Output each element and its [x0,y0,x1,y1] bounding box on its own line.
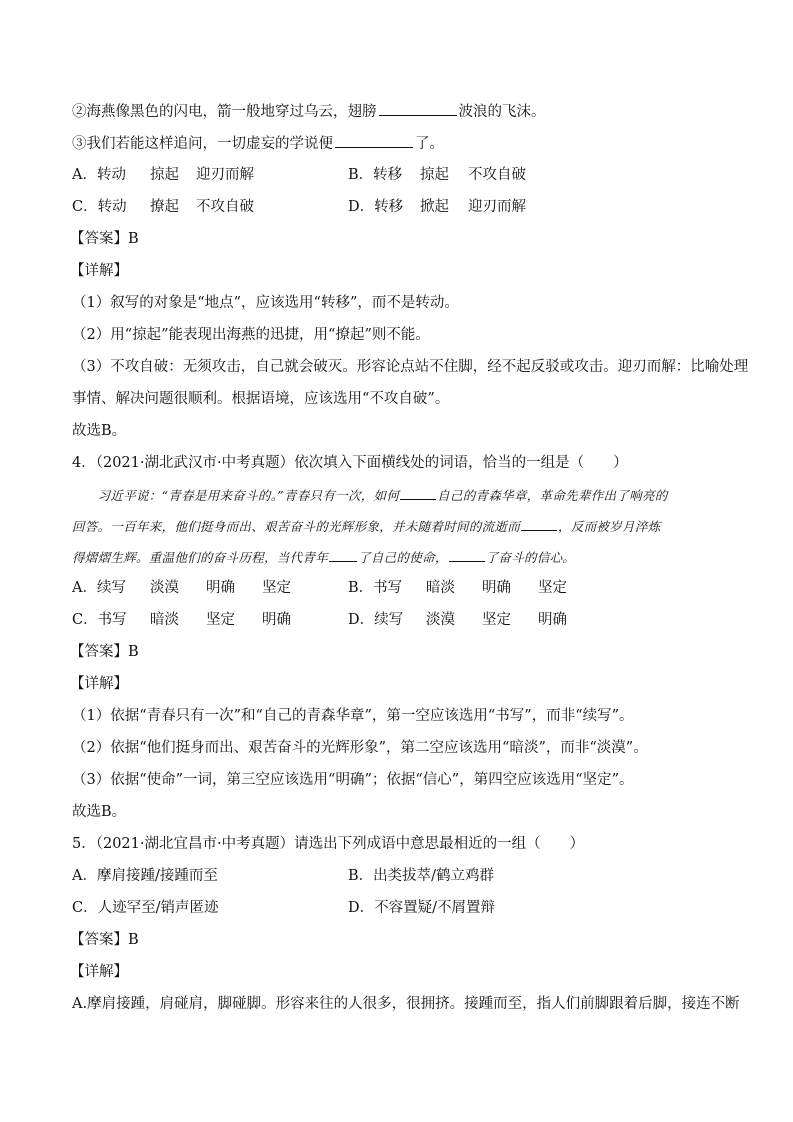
option-c: C．书写 [72,612,127,628]
q3-item3: ③我们若能这样追问，一切虚妄的学说便 了。 [72,133,444,154]
q4-detail-2: （2）依据“他们挺身而出、艰苦奋斗的光辉形象”，第二空应该选用“暗淡”，而非“淡漠”。 [72,740,648,756]
q5-answer: 【答案】B [70,932,139,948]
document-page: ②海燕像黑色的闪电，箭一般地穿过乌云，翅膀 波浪的飞沫。 ③我们若能这样追问，一切虚妄的学说便 了。 A．转动 掠起 迎刃而解 B．转移 掠起 不攻自破 C．转动 撩起 不攻自破 D．转移 掀起 迎刃而解 【答案】B 【详解】 （1）叙写的对象是“地点”，应该选用“转移”，而不是转动。 （2）用“掠起”能表现出海燕的迅捷，用“撩起”则不能。 （3）不攻自破：无须攻击，自己就会破灭。形容论点站不住脚，经不起反驳或攻击。迎刃而解：比喻处理 事情、解决问题很顺利。根据语境，应该选用“不攻自破”。 故选B。 4．（2021·湖北武汉市·中考真题）依次填入下面横线处的词语，恰当的一组是（ ） 习近平说：“青春是用来奋斗的。”青春只有一次，如何 自己的青森华章，革命先辈作出了响亮的 回答。一百年来，他们挺身而出、艰苦奋斗的光辉形象，并未随着时间的流逝而 ，反而被岁月淬炼 得熠熠生辉。重温他们的奋斗历程，当代青年 了自己的使命， 了奋斗的信心。 A．续写 淡漠 明确 坚定 B．书写 暗淡 明确 坚定 C．书写 暗淡 坚定 明确 D．续写 淡漠 坚定 明确 【答案】B 【详解】 （1）依据“青春只有一次”和“自己的青森华章”，第一空应该选用“书写”，而非“续写”。 （2）依据“他们挺身而出、艰苦奋斗的光辉形象”，第二空应该选用“暗淡”，而非“淡漠”。 （3）依据“使命”一词，第三空应该选用“明确”；依据“信心”，第四空应该选用“坚定”。 故选B。 5．（2021·湖北宜昌市·中考真题）请选出下列成语中意思最相近的一组（ ） A．摩肩接踵/接踵而至 B．出类拔萃/鹤立鸡群 C．人迹罕至/销声匿迹 D．不容置疑/不屑置辩 【答案】B 【详解】 A.摩肩接踵，肩碰肩，脚碰脚。形容来往的人很多，很拥挤。接踵而至，指人们前脚跟着后脚，接连不断 [0,0,793,1122]
q3-answer: 【答案】B [70,231,139,247]
q3-detail-3a: （3）不攻自破：无须攻击，自己就会破灭。形容论点站不住脚，经不起反驳或攻击。迎刃而解：比喻处理 [72,359,749,375]
q4-passage-line2: 回答。一百年来，他们挺身而出、艰苦奋斗的光辉形象，并未随着时间的流逝而 ，反而被岁月淬炼 [72,519,661,534]
q3-detail-label: 【详解】 [70,263,128,279]
fill-blank [400,487,436,500]
fill-blank [329,549,357,562]
q4-answer: 【答案】B [70,644,139,660]
q4-conclusion: 故选B。 [72,804,127,820]
q5-detail-1: A.摩肩接踵，肩碰肩，脚碰脚。形容来往的人很多，很拥挤。接踵而至，指人们前脚跟着后脚，接连不断 [72,996,740,1012]
option-b: B．书写 [348,580,403,596]
fill-blank [335,133,413,148]
option-a: A．摩肩接踵/接踵而至 [72,868,218,884]
option-c: C．转动 [72,199,127,215]
q3-item2: ②海燕像黑色的闪电，箭一般地穿过乌云，翅膀 波浪的飞沫。 [72,101,546,122]
option-d: D．转移 [348,199,404,215]
q4-passage [72,480,724,573]
fill-blank [449,549,485,562]
option-c: C．人迹罕至/销声匿迹 [72,900,219,916]
option-d: D．续写 [348,612,404,628]
q3-detail-1: （1）叙写的对象是“地点”，应该选用“转移”，而不是转动。 [72,295,459,311]
q4-detail-3: （3）依据“使命”一词，第三空应该选用“明确”；依据“信心”，第四空应该选用“坚定”。 [72,772,634,788]
option-a: A．转动 [72,167,126,183]
q3-conclusion: 故选B。 [72,423,127,439]
option-b: B．转移 [348,167,403,183]
q4-passage-line3: 得熠熠生辉。重温他们的奋斗历程，当代青年 了自己的使命， 了奋斗的信心。 [72,550,576,565]
q5-stem: 5．（2021·湖北宜昌市·中考真题）请选出下列成语中意思最相近的一组（ ） [72,836,585,852]
option-a: A．续写 [72,580,126,596]
q4-detail-1: （1）依据“青春只有一次”和“自己的青森华章”，第一空应该选用“书写”，而非“续写”。 [72,708,634,724]
fill-blank [521,518,557,531]
q4-stem: 4．（2021·湖北武汉市·中考真题）依次填入下面横线处的词语，恰当的一组是（ ） [72,455,628,471]
q4-detail-label: 【详解】 [70,676,128,692]
option-b: B．出类拔萃/鹤立鸡群 [348,868,495,884]
q3-detail-3b: 事情、解决问题很顺利。根据语境，应该选用“不攻自破”。 [72,391,450,407]
q3-detail-2: （2）用“掠起”能表现出海燕的迅捷，用“撩起”则不能。 [72,327,430,343]
q4-passage-line1: 习近平说：“青春是用来奋斗的。”青春只有一次，如何 自己的青森华章，革命先辈作出了响亮的 [97,488,668,503]
q5-detail-label: 【详解】 [70,964,128,980]
option-d: D．不容置疑/不屑置辩 [348,900,496,916]
fill-blank [379,101,457,116]
